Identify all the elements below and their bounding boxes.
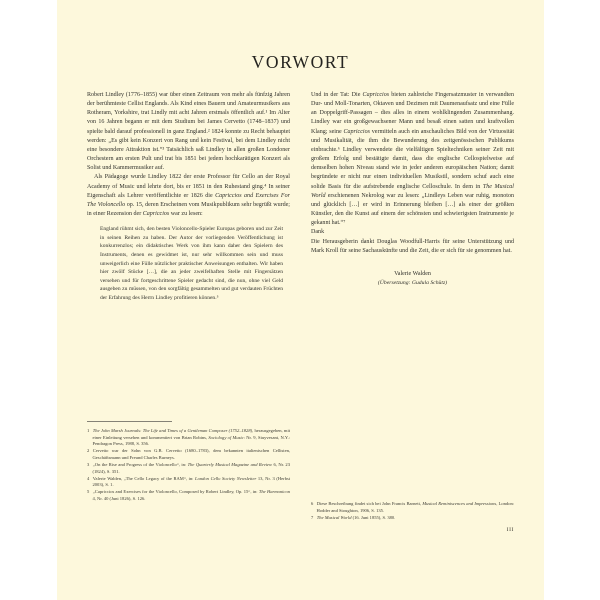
right-p1-mid: bieten zahlreiche Fingersatzmuster in verwandten Dur- und Moll-Tonarten, Oktaven und Dezimen mit Daumenaufsatz und eine Fülle an Doppelgriff-Passagen – dies alles in einem wohlklingenden Zusammenhang. Lindley war ein großgewachsener Mann und besaß einen satten und kraftvollen Klang; seine (311, 92, 514, 135)
signature-author: Valerie Walden (394, 270, 431, 277)
signature-translator: (Übersetzung: Gudula Schütz) (377, 280, 448, 287)
footnote-item (87, 448, 290, 461)
left-p2-post2: war zu lesen: (169, 211, 203, 218)
right-p1-title-musical-world: The Musical World (311, 183, 514, 199)
right-p1-title-capriccios-a: Capriccios (362, 92, 390, 98)
left-p2-pre: Als Pädagoge wurde Lindley 1822 der erste Professor für Cello an der Royal Academy of Music und lehrte dort, bis er 1851 in den Ruhestand ging.⁴ In seiner Eigenschaft als Lehrer veröffentlichte er 1826 die (87, 174, 290, 199)
footnote-number: 4 (87, 475, 90, 481)
footnote-italic: The John Marsh Journals: The Life and Times of a Gentleman Composer (1752–1828) (92, 428, 253, 433)
footnote-text-2: , London: Hodder and Stoughton, 1906, S. 135. (316, 501, 515, 513)
footnote-italic: The Harmonicon (258, 489, 290, 495)
left-paragraph-2 (87, 173, 290, 219)
left-p2-title-capriccios: Capriccios (142, 211, 170, 218)
footnote-text: „Capriccios and Exercises for the Violoncello, Composed by Robert Lindley, Op. 15“, in: (92, 489, 259, 495)
left-p2-post: op. 15, deren Erscheinen vom Musikpublikum sehr begrüßt wurde; in einer Rezension der (87, 201, 290, 218)
footnote-number: 6 (311, 501, 314, 506)
footnote-item (87, 476, 290, 489)
footnote-number: 5 (87, 489, 90, 495)
page-number: III (506, 527, 514, 533)
two-column-body (87, 91, 514, 303)
footnote-text: „On the Rise and Progress of the Violoncello“, in: (92, 461, 188, 467)
footnote-text: (16. Juni 1855), S. 380. (351, 514, 396, 520)
paper-sheet (57, 0, 544, 600)
footnote-text: Valerie Walden, „The Cello Legacy of the RAM“, in: (92, 475, 196, 481)
footnote-text: Cervetto war der Sohn von G.B. Cervetto (1680–1783), dem bekannten italienischen Cellisten, Geschäftsmann und Freund Charles Burneys. (92, 448, 290, 460)
footnote-italic: Musical Reminiscences and Impressions (422, 501, 497, 506)
footnote-italic: London Cello Society Newsletter (195, 475, 257, 481)
footnote-item (87, 462, 290, 475)
footnote-text-2: 13, Nr. 3 (Herbst 2003), S. 1. (92, 475, 290, 488)
left-column (87, 91, 290, 303)
footnote-item (311, 515, 514, 522)
footnote-item (87, 428, 290, 448)
right-p1-mid2: vermitteln auch ein anschauliches Bild von der Virtuosität und Musikalität, die ihm die Bewunderung des zeitgenössischen Publikums einbrachte.⁶ Lindley verwendete die vielfältigen Spieltechniken seiner Zeit mit großem Erfolg und bestätigte damit, dass die englische Cellospielweise auf demselben hohen Niveau stand wie in jeder anderen europäischen Nation; damit begründete er nicht nur einen individuellen Musikstil, sondern schuf auch eine solide Basis für die aufstrebende englische Celloschule. In dem in (311, 128, 514, 190)
footnote-text: Diese Beschreibung findet sich bei John Francis Barnett, (316, 501, 423, 506)
footnotes-left-column (87, 428, 290, 522)
dank-text: Die Herausgeberin dankt Douglas Woodfull-Harris für seine Unterstützung und Mark Kroll für seine Sachauskünfte und die Zeit, die er sich für sie genommen hat. (311, 238, 514, 254)
footnote-italic: The Quarterly Musical Magazine and Review (187, 461, 273, 467)
dank-heading: Dank (311, 229, 325, 236)
blockquote-review (87, 225, 290, 302)
footnotes-area (87, 428, 514, 522)
right-p1-pre: Und in der Tat: Die (311, 92, 363, 98)
right-p1-title-capriccios-b: Capriccios (343, 128, 370, 135)
footnote-item (87, 489, 290, 502)
footnote-separator-rule (87, 421, 172, 422)
blockquote-text: England rühmt sich, den besten Violoncello-Spieler Europas geboren und zur Zeit in seinen Reihen zu haben. Der Autor der vorliegenden Veröffentlichung ist konkurrenzlos; ein didaktisches Werk von ihm kann daher den Spielern des Instruments, denen es gewidmet ist, nur sehr willkommen sein und muss unweigerlich eine Fülle nützlicher praktischer Anweisungen enthalten. Wir haben hier zwölf Stücke […], die an jeder zweifelhaften Stelle mit Fingersätzen versehen und für fortgeschrittene Spieler gedacht sind, die nun, ohne viel Geld ausgeben zu müssen, von den sorgfältig gesammelten und gut verdauten Früchten der Erfahrung des Herrn Lindley profitieren können.⁵ (100, 226, 283, 301)
left-paragraph-1: Robert Lindley (1776–1855) war über einen Zeitraum von mehr als fünfzig Jahren der berühmteste Cellist Englands. Als Kind eines Bauern und Amateurmusikers aus Rotheram, Yorkshire, trat Lindly mit acht Jahren erstmals öffentlich auf.¹ Im Alter von 16 Jahren begann er mit dem Studium bei James Cervetto (1748–1837) und spielte bald darauf professionell in ganz England.² 1824 konnte zu Recht behauptet werden: „Es gibt kein Konzert von Rang und kein Festival, bei dem Lindley nicht eine besondere Attraktion ist.“³ Tatsächlich saß Lindley in allen großen Londoner Orchestern am ersten Pult und trat bis 1851 bei jedem hochkarätigen Konzert als Solist und Kammermusiker auf. (87, 92, 290, 172)
signature-block (311, 270, 514, 289)
page-content (87, 0, 514, 600)
right-column (311, 91, 514, 303)
footnote-text-2: 4, Nr. 40 (Juni 1826), S. 126. (92, 495, 146, 501)
footnote-italic-2: Sociology of Music (208, 434, 244, 440)
footnote-italic: The Musical World (316, 514, 352, 520)
right-paragraph-1 (311, 91, 514, 228)
footnote-number: 3 (87, 461, 90, 467)
footnotes-right-column (311, 428, 514, 522)
right-p1-post: erschienenen Nekrolog war zu lesen: „Lindleys Leben war ruhig, monoton und glücklich […] er wird in Erinnerung bleiben […] als einer der größten Künstler, den die Kunst auf einem der schönsten und schwierigsten Instrumente je gekannt hat.“⁷ (311, 192, 514, 227)
footnote-text-2: 6, Nr. 23 (1824), S. 351. (92, 461, 290, 474)
footnote-text-2: : Nr. 9, Stuyvesant, N.Y.: Pendragon Press, 1988, S. 356. (92, 434, 290, 447)
footnote-item (311, 501, 514, 514)
footnote-number: 1 (87, 428, 90, 433)
footnote-number: 7 (311, 514, 314, 520)
footnote-number: 2 (87, 448, 90, 454)
left-p2-title-capriccios-exercises: Capriccios and Exercises For The Violoncello (87, 192, 290, 208)
page-title: VORWORT (251, 52, 350, 72)
footnote-text: , herausgegeben, mit einer Einleitung versehen und kommentiert von Brian Robins, (92, 428, 290, 440)
